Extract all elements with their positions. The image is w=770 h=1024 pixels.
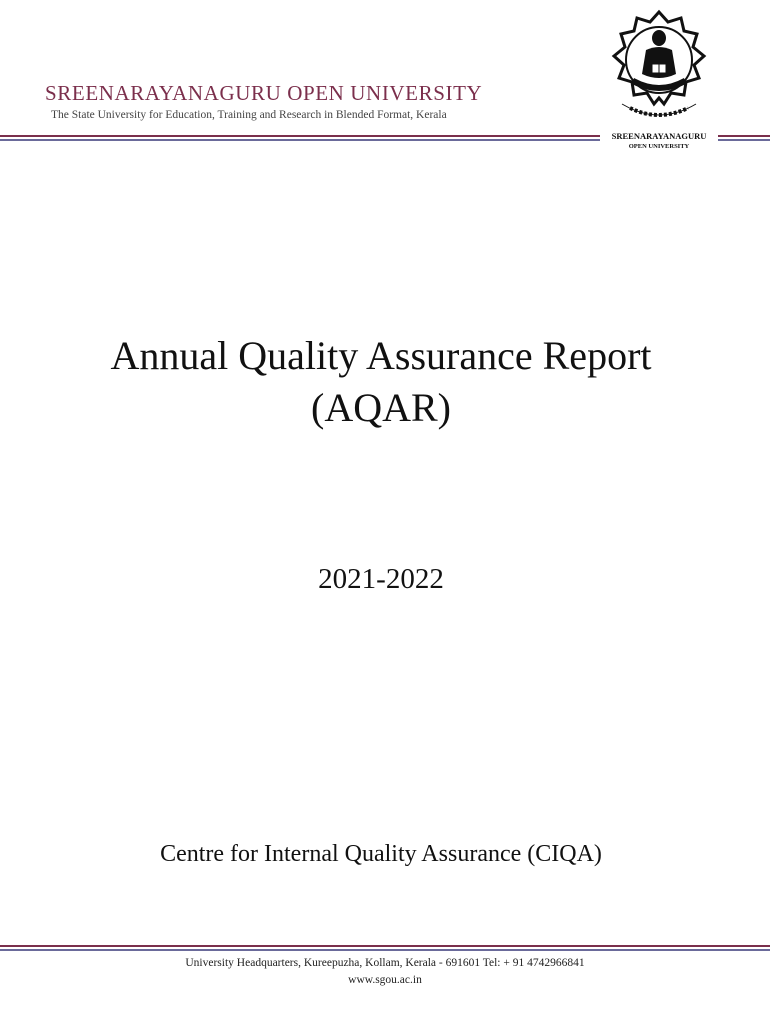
footer-address: University Headquarters, Kureepuzha, Kollam, Kerala - 691601 Tel: + 91 4742966841 <box>185 957 585 969</box>
report-centre: Centre for Internal Quality Assurance (CIQA) <box>160 841 602 867</box>
letterhead-tagline: The State University for Education, Training and Research in Blended Format, Kerala <box>51 109 447 121</box>
university-seal-icon <box>600 8 718 130</box>
logo-university-subtitle: OPEN UNIVERSITY <box>628 143 690 150</box>
footer-divider <box>0 945 770 951</box>
report-title-line1: Annual Quality Assurance Report <box>110 333 652 378</box>
footer-website: www.sgou.ac.in <box>348 974 422 986</box>
header-divider <box>0 135 770 141</box>
logo-university-name: SREENARAYANAGURU <box>611 131 707 141</box>
report-year: 2021-2022 <box>318 563 444 595</box>
letterhead-university-name: SREENARAYANAGURU OPEN UNIVERSITY <box>45 81 483 105</box>
report-title-line2: (AQAR) <box>311 385 451 430</box>
report-title <box>0 330 762 434</box>
